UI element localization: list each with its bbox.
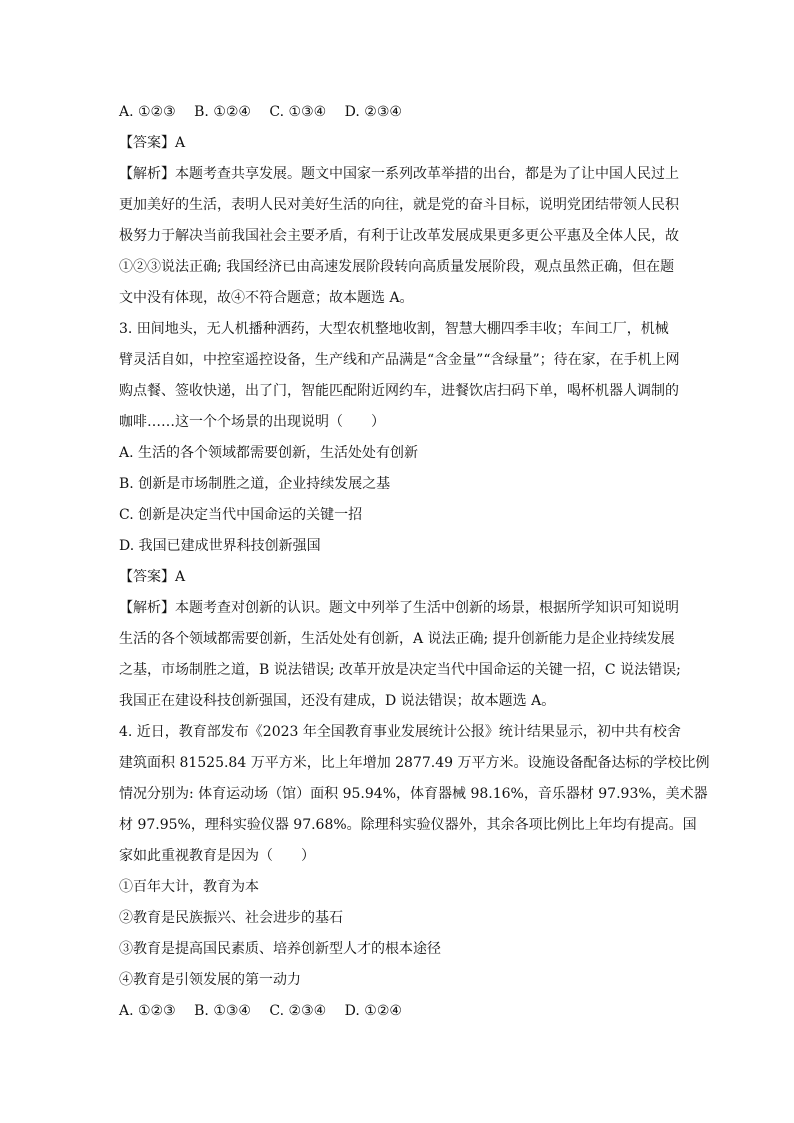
- q2-analysis-line: 文中没有体现，故④不符合题意；故本题选 A。: [119, 290, 414, 306]
- q3-analysis-line: 我国正在建设科技创新强国，还没有建成，D 说法错误；故本题选 A。: [119, 693, 556, 709]
- q3-option-c: C. 创新是决定当代中国命运的关键一招: [119, 507, 363, 523]
- q3-stem-line: 咖啡……这一个个场景的出现说明（ ）: [119, 414, 385, 430]
- q2-option-b: B. ①②④: [194, 104, 251, 120]
- q3-analysis-line: 【解析】本题考查对创新的认识。题文中列举了生活中创新的场景，根据所学知识可知说明: [119, 600, 679, 616]
- q2-option-a: A. ①②③: [119, 104, 176, 120]
- q2-option-d: D. ②③④: [344, 104, 402, 120]
- q4-options: [119, 1001, 416, 1021]
- q2-answer: 【答案】A: [119, 135, 186, 151]
- q4-stem-line: 情况分别为: 体育运动场（馆）面积 95.94%，体育器械 98.16%，音乐器材 97.93%，美术器: [119, 786, 708, 802]
- q4-statement-2: ②教育是民族振兴、社会进步的基石: [119, 910, 343, 926]
- q2-analysis-line: 更加美好的生活，表明人民对美好生活的向往，就是党的奋斗目标，说明党团结带领人民积: [119, 197, 679, 213]
- q2-analysis-line: 极努力于解决当前我国社会主要矛盾，有利于让改革发展成果更多更公平惠及全体人民，故: [119, 228, 679, 244]
- q3-analysis-line: 生活的各个领域都需要创新，生活处处有创新，A 说法正确; 提升创新能力是企业持续发展: [119, 631, 675, 647]
- q3-answer: 【答案】A: [119, 569, 186, 585]
- q4-stem-line: 材 97.95%，理科实验仪器 97.68%。除理科实验仪器外，其余各项比例比上年均有提高。国: [119, 817, 697, 833]
- q3-option-a: A. 生活的各个领域都需要创新，生活处处有创新: [119, 445, 419, 461]
- q4-stem-line: 建筑面积 81525.84 万平方米，比上年增加 2877.49 万平方米。设施设备配备达标的学校比例: [119, 755, 710, 771]
- q3-stem-line: 臂灵活自如，中控室遥控设备，生产线和产品满是“含金量”“含绿量”；待在家，在手机上网: [119, 352, 680, 368]
- q2-option-c: C. ①③④: [269, 104, 327, 120]
- q2-analysis-line: ①②③说法正确; 我国经济已由高速发展阶段转向高质量发展阶段，观点虽然正确，但在题: [119, 259, 675, 275]
- q3-stem-line: 购点餐、签收快递，出了门，智能匹配附近网约车，进餐饮店扫码下单，喝杯机器人调制的: [119, 383, 679, 399]
- q4-statement-1: ①百年大计，教育为本: [119, 879, 259, 895]
- q4-stem-line: 家如此重视教育是因为（ ）: [119, 848, 315, 864]
- q2-analysis-line: 【解析】本题考查共享发展。题文中国家一系列改革举措的出台，都是为了让中国人民过上: [119, 166, 679, 182]
- q3-option-b: B. 创新是市场制胜之道，企业持续发展之基: [119, 476, 391, 492]
- q4-stem-line: 4. 近日，教育部发布《2023 年全国教育事业发展统计公报》统计结果显示，初中共有校舍: [119, 724, 681, 740]
- q4-option-a: A. ①②③: [119, 1003, 176, 1019]
- q4-option-b: B. ①③④: [194, 1003, 251, 1019]
- q3-option-d: D. 我国已建成世界科技创新强国: [119, 538, 321, 554]
- q4-option-c: C. ②③④: [269, 1003, 327, 1019]
- q2-options: [119, 102, 416, 122]
- q3-stem-line: 3. 田间地头，无人机播种洒药，大型农机整地收割，智慧大棚四季丰收；车间工厂，机械: [119, 321, 669, 337]
- q4-statement-3: ③教育是提高国民素质、培养创新型人才的根本途径: [119, 941, 441, 957]
- q3-analysis-line: 之基，市场制胜之道，B 说法错误; 改革开放是决定当代中国命运的关键一招，C 说法错误;: [119, 662, 681, 678]
- q4-option-d: D. ①②④: [344, 1003, 402, 1019]
- q4-statement-4: ④教育是引领发展的第一动力: [119, 972, 301, 988]
